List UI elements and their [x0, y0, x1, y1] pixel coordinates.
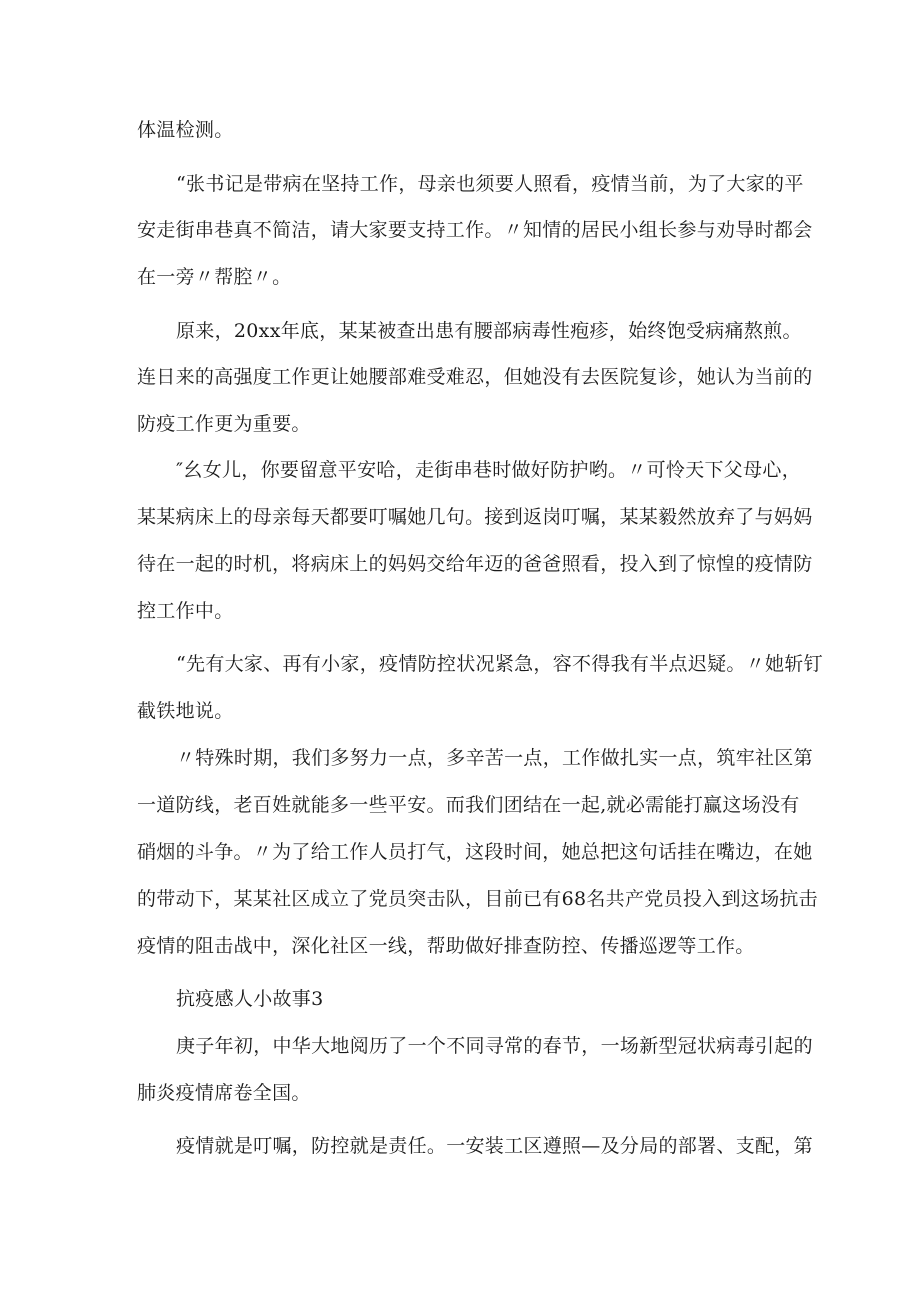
paragraph-line: ″幺女儿，你要留意平安哈，走街串巷时做好防护哟。〃可怜天下父母心， — [176, 459, 801, 481]
text-line: 在一旁〃帮腔〃。 — [137, 266, 292, 288]
text-line: 的带动下，某某社区成立了党员突击队，目前已有68名共产党员投入到这场抗击 — [137, 888, 818, 910]
text-line: 一道防线，老百姓就能多一些平安。而我们团结在一起,就必需能打赢这场没有 — [137, 794, 800, 816]
paragraph-line: “先有大家、再有小家，疫情防控状况紧急，容不得我有半点迟疑。〃她斩钉 — [176, 653, 823, 675]
text-line: 体温检测。 — [137, 119, 234, 141]
paragraph-line: 〃特殊时期，我们多努力一点，多辛苦一点，工作做扎实一点，筑牢社区第 — [176, 747, 813, 769]
paragraph-line: “张书记是带病在坚持工作，母亲也须要人照看，疫情当前，为了大家的平 — [176, 173, 804, 195]
text-line: 肺炎疫情席卷全国。 — [137, 1082, 311, 1104]
text-line: 硝烟的斗争。〃为了给工作人员打气，这段时间，她总把这句话挂在嘴边，在她 — [137, 841, 813, 863]
text-line: 连日来的高强度工作更让她腰部难受难忍，但她没有去医院复诊，她认为当前的 — [137, 366, 813, 388]
text-line: 安走街串巷真不简洁，请大家要支持工作。〃知情的居民小组长参与劝导时都会 — [137, 219, 813, 241]
paragraph-line: 庚子年初，中华大地阅历了一个不同寻常的春节，一场新型冠状病毒引起的 — [176, 1035, 813, 1057]
text-line: 待在一起的时机，将病床上的妈妈交给年迈的爸爸照看，投入到了惊惶的疫情防 — [137, 553, 813, 575]
text-line: 防疫工作更为重要。 — [137, 413, 311, 435]
section-heading: 抗疫感人小故事3 — [176, 988, 324, 1010]
text-line: 疫情的阻击战中，深化社区一线，帮助做好排查防控、传播巡逻等工作。 — [137, 935, 755, 957]
paragraph-line: 原来，20xx年底，某某被查出患有腰部病毒性疱疹，始终饱受病痛熬煎。 — [176, 320, 802, 342]
text-line: 控工作中。 — [137, 600, 234, 622]
text-line: 某某病床上的母亲每天都要叮嘱她几句。接到返岗叮嘱，某某毅然放弃了与妈妈 — [137, 506, 813, 528]
paragraph-line: 疫情就是叮嘱，防控就是责任。一安装工区遵照—及分局的部署、支配，第 — [176, 1135, 813, 1157]
text-line: 截铁地说。 — [137, 700, 234, 722]
